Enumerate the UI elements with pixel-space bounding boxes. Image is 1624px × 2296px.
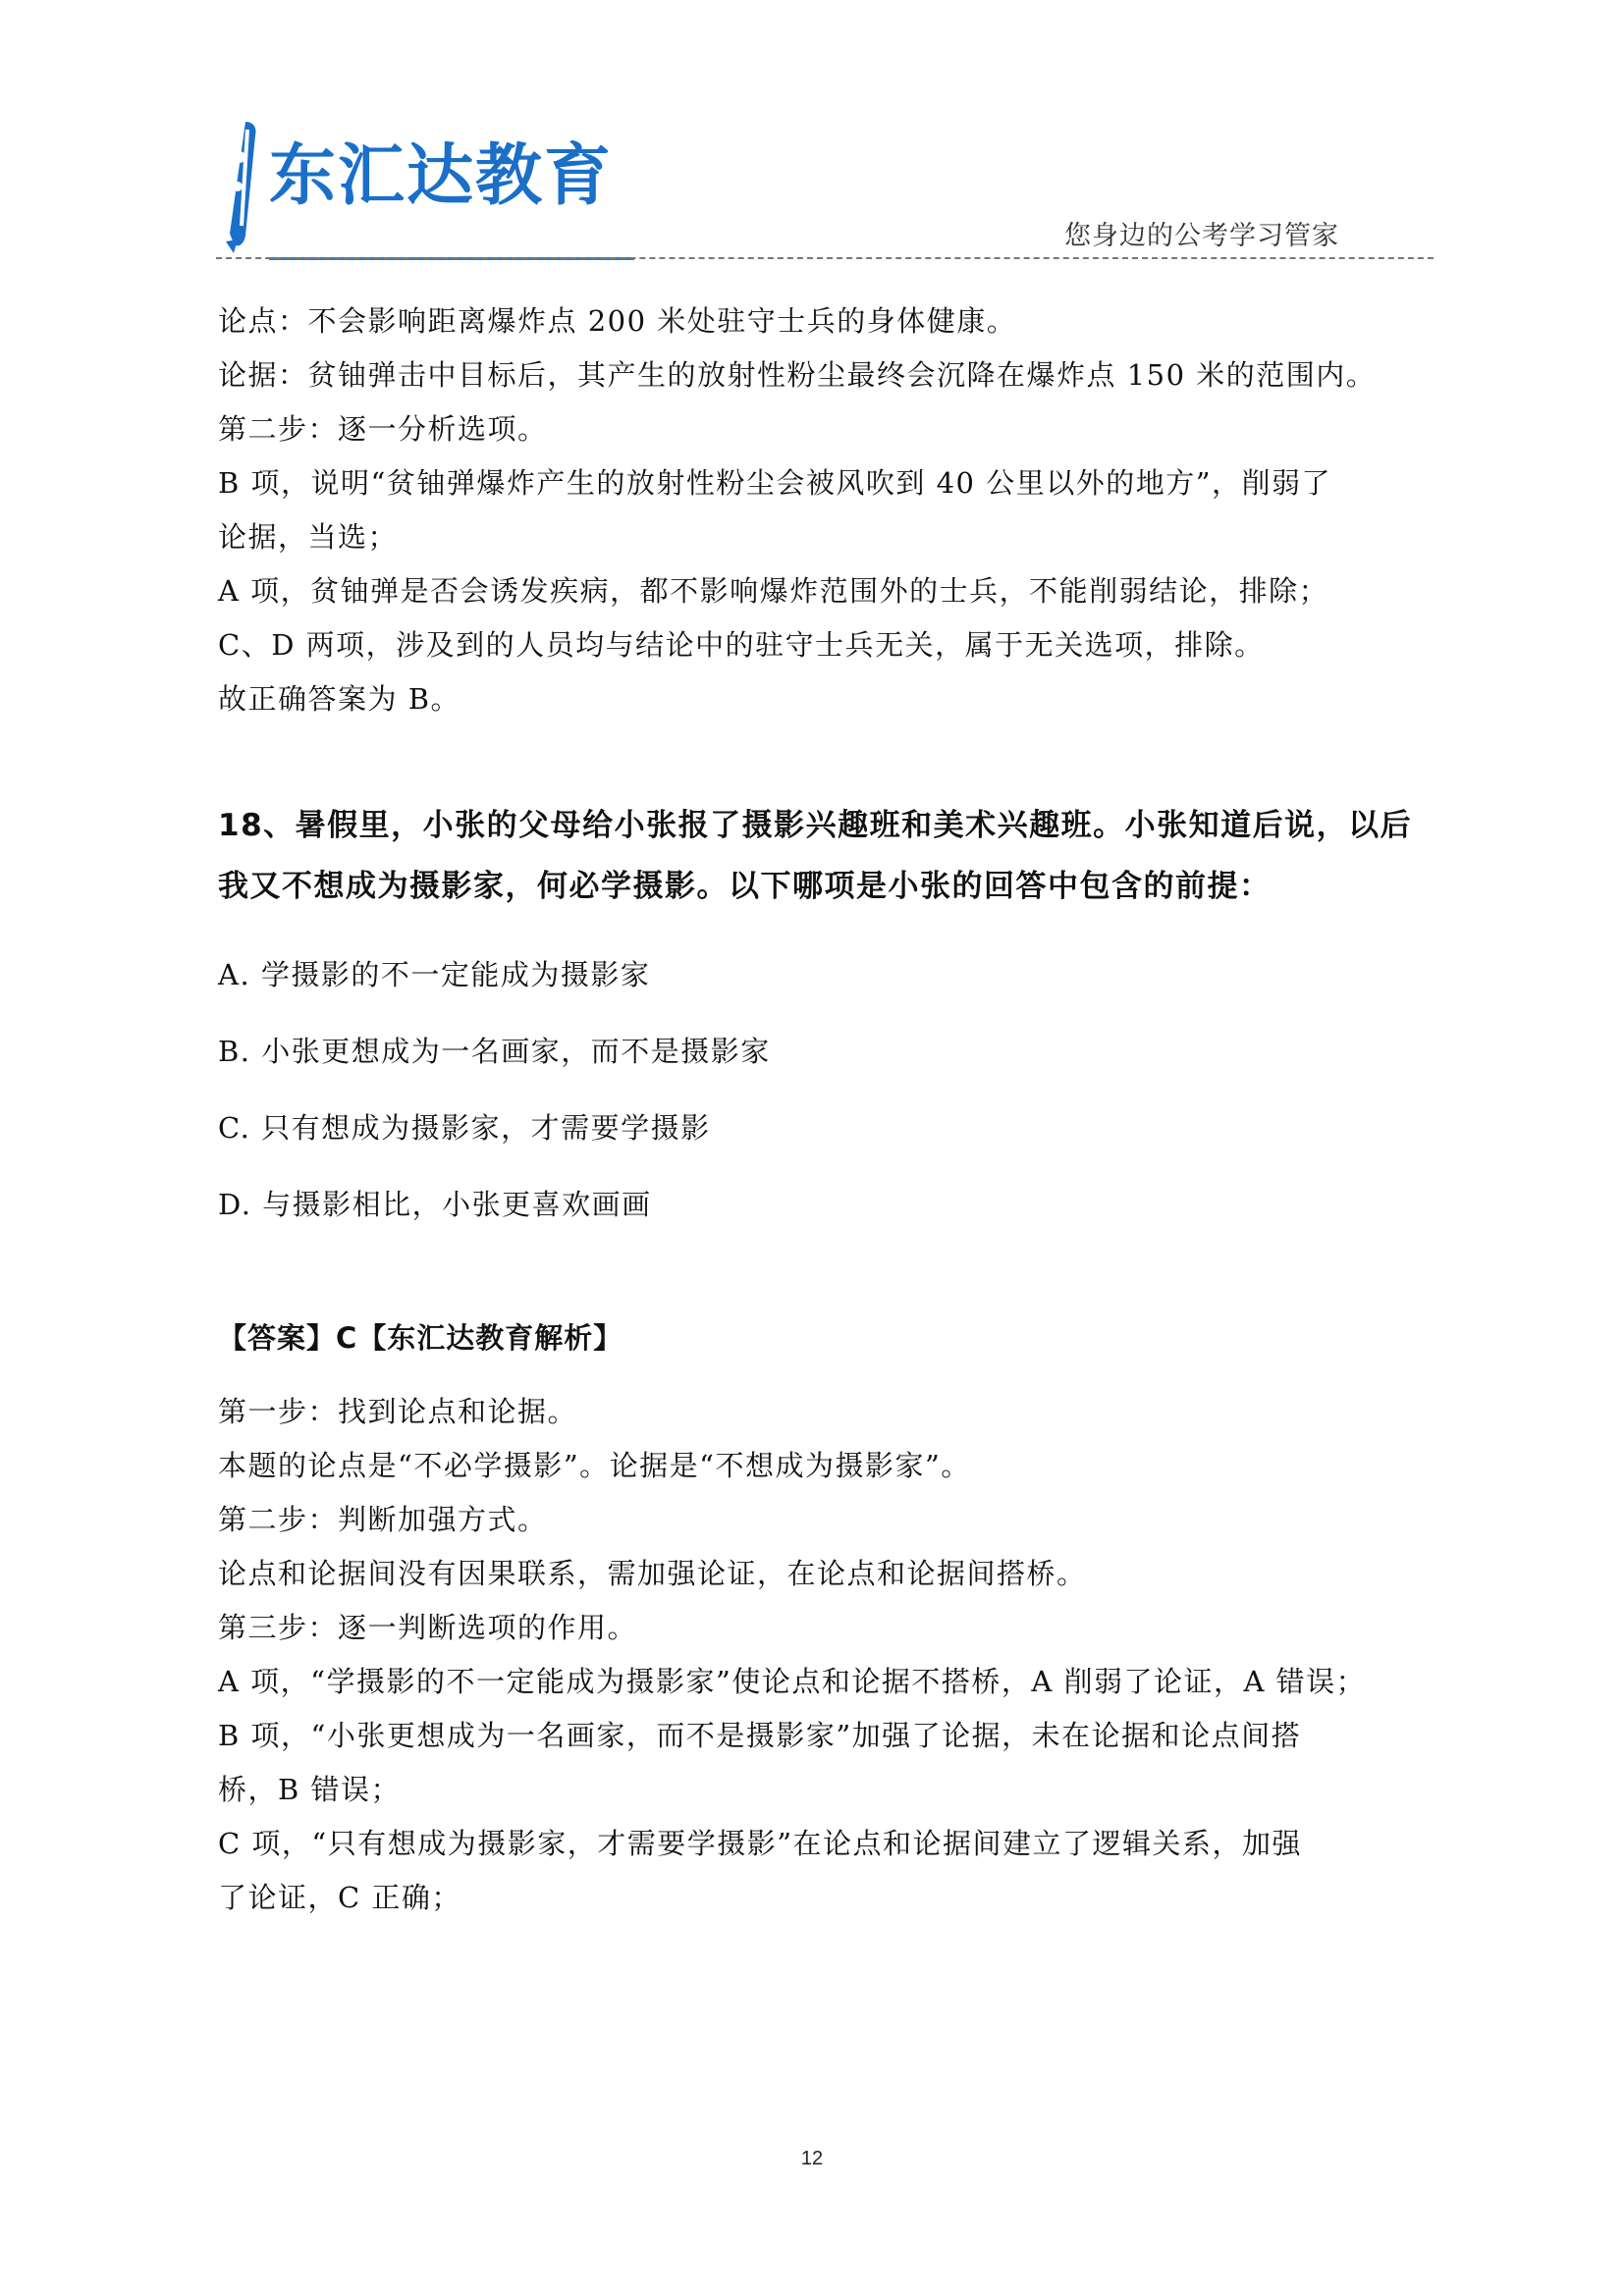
analysis-line: C、D 两项，涉及到的人员均与结论中的驻守士兵无关，属于无关选项，排除。 — [218, 628, 1265, 662]
analysis-line: B 项，说明“贫铀弹爆炸产生的放射性粉尘会被风吹到 40 公里以外的地方”，削弱了 — [218, 466, 1332, 500]
analysis-line: A 项，贫铀弹是否会诱发疾病，都不影响爆炸范围外的士兵，不能削弱结论，排除； — [218, 574, 1329, 608]
header-slogan: 您身边的公考学习管家 — [1064, 221, 1339, 251]
analysis-line: 论据：贫铀弹击中目标后，其产生的放射性粉尘最终会沉降在爆炸点 150 米的范围内。 — [218, 358, 1377, 392]
question-18 — [218, 795, 1435, 1243]
analysis-line: 故正确答案为 B。 — [218, 682, 461, 716]
answer-line: 本题的论点是“不必学摄影”。论据是“不想成为摄影家”。 — [218, 1449, 971, 1482]
answer-line: 了论证，C 正确； — [218, 1881, 461, 1914]
question-title-line: 我又不想成为摄影家，何必学摄影。以下哪项是小张的回答中包含的前提： — [218, 869, 1272, 904]
analysis-line: 论点：不会影响距离爆炸点 200 米处驻守士兵的身体健康。 — [218, 304, 1017, 338]
option-a: A. 学摄影的不一定能成为摄影家 — [218, 958, 651, 991]
header-divider — [216, 257, 1434, 259]
pen-logo-icon — [216, 118, 265, 255]
page-number: 12 — [800, 2148, 824, 2169]
brand-logo — [216, 118, 638, 255]
question-title-line: 18、暑假里，小张的父母给小张报了摄影兴趣班和美术兴趣班。小张知道后说，以后 — [218, 808, 1413, 843]
option-d: D. 与摄影相比，小张更喜欢画画 — [218, 1188, 652, 1221]
answer-line: C 项，“只有想成为摄影家，才需要学摄影”在论点和论据间建立了逻辑关系，加强 — [218, 1827, 1303, 1860]
analysis-line: 论据，当选； — [218, 520, 399, 554]
answer-line: 桥，B 错误； — [218, 1773, 402, 1806]
option-c: C. 只有想成为摄影家，才需要学摄影 — [218, 1111, 711, 1145]
page-content — [218, 294, 1435, 1925]
answer-line: A 项，“学摄影的不一定能成为摄影家”使论点和论据不搭桥，A 削弱了论证，A 错误； — [218, 1665, 1367, 1698]
previous-question-analysis — [218, 294, 1435, 726]
answer-section — [218, 1311, 1435, 1925]
analysis-line: 第二步：逐一分析选项。 — [218, 412, 548, 446]
answer-heading: 【答案】C【东汇达教育解析】 — [218, 1321, 623, 1355]
page-header — [216, 98, 1434, 263]
brand-name: 东汇达教育 — [269, 137, 614, 215]
answer-line: 论点和论据间没有因果联系，需加强论证，在论点和论据间搭桥。 — [218, 1557, 1087, 1590]
answer-line: 第二步：判断加强方式。 — [218, 1503, 548, 1536]
answer-line: B 项，“小张更想成为一名画家，而不是摄影家”加强了论据，未在论据和论点间搭 — [218, 1719, 1302, 1752]
answer-line: 第一步：找到论点和论据。 — [218, 1395, 578, 1428]
option-b: B. 小张更想成为一名画家，而不是摄影家 — [218, 1035, 771, 1068]
answer-line: 第三步：逐一判断选项的作用。 — [218, 1611, 638, 1644]
